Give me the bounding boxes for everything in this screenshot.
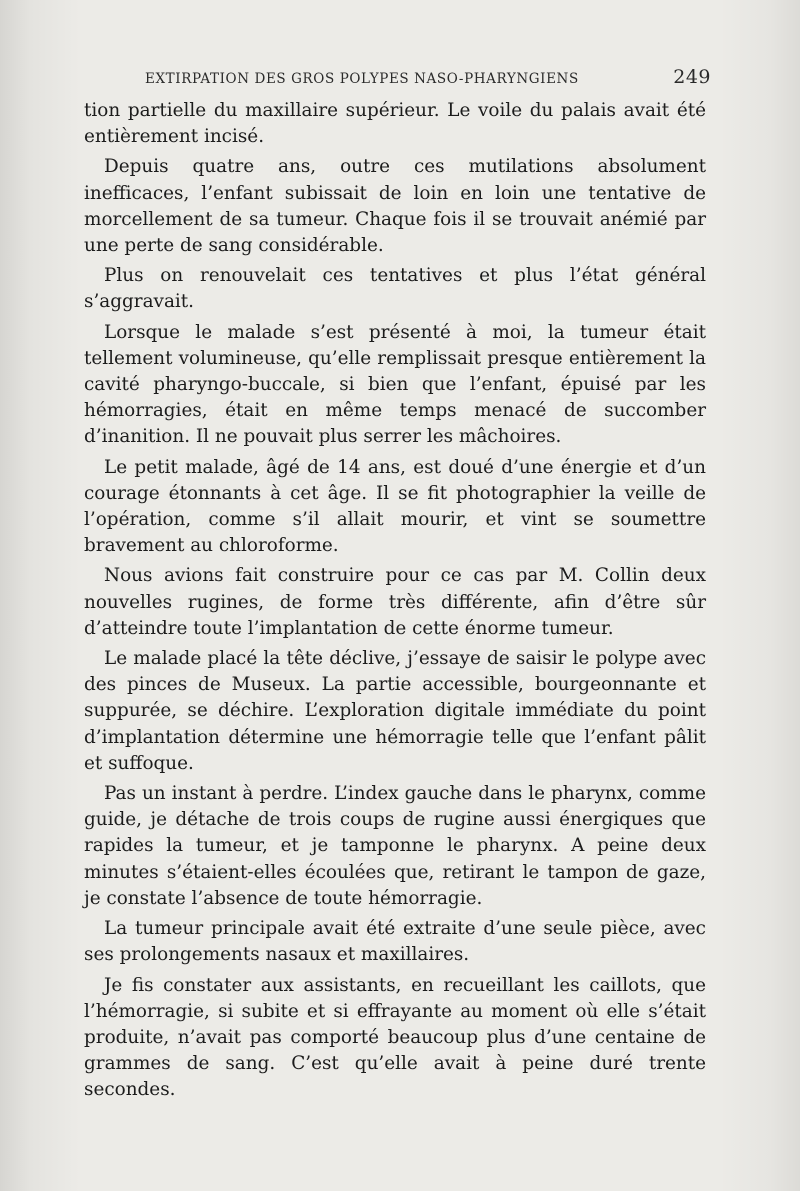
paragraph-8: Pas un instant à perdre. L’index gauche dans le pharynx, comme guide, je détache de trois coups de rugine aussi énergiques que rapides la tumeur, et je tamponne le pharynx. A peine deux minutes s’étaient-elles écoulées que, retirant le tampon de gaze, je constate l’absence de toute hémorragie. [84, 783, 706, 909]
paragraph-6: Nous avions fait construire pour ce cas par M. Collin deux nouvelles rugines, de forme très différente, afin d’être sûr d’atteindre toute l’implantation de cette énorme tumeur. [84, 565, 706, 639]
paragraph-4: Lorsque le malade s’est présenté à moi, la tumeur était tellement volumineuse, qu’elle remplissait presque entièrement la cavité pharyngo-buccale, si bien que l’enfant, épuisé par les hémorragies, était en même temps menacé de succomber d’inanition. Il ne pouvait plus serrer les mâchoires. [84, 321, 706, 448]
running-header [145, 66, 711, 88]
paragraph-2: Depuis quatre ans, outre ces mutilations absolument inefficaces, l’enfant subissait de loin en loin une tentative de morcellement de sa tumeur. Chaque fois il se trouvait anémié par une perte de sang considérable. [84, 156, 706, 257]
paragraph-7: Le malade placé la tête déclive, j’essaye de saisir le polype avec des pinces de Museux. La partie accessible, bourgeonnante et suppurée, se déchire. L’exploration digitale immédiate du point d’implantation détermine une hémorragie telle que l’enfant pâlit et suffoque. [84, 648, 706, 774]
paragraph-1: tion partielle du maxillaire supérieur. Le voile du palais avait été entièrement incisé. [84, 100, 706, 148]
page-number: 249 [673, 66, 711, 88]
paragraph-10: Je fis constater aux assistants, en recueillant les caillots, que l’hémorragie, si subite et si effrayante au moment où elle s’était produite, n’avait pas comporté beaucoup plus d’une centaine de grammes de sang. C’est qu’elle avait à peine duré trente secondes. [84, 974, 706, 1101]
running-title: EXTIRPATION DES GROS POLYPES NASO-PHARYNGIENS [145, 71, 579, 87]
paragraph-5: Le petit malade, âgé de 14 ans, est doué d’une énergie et d’un courage étonnants à cet âge. Il se fit photographier la veille de l’opération, comme s’il allait mourir, et vint se soumettre bravement au chloroforme. [84, 456, 706, 557]
paragraph-9: La tumeur principale avait été extraite d’une seule pièce, avec ses prolongements nasaux et maxillaires. [84, 918, 706, 966]
paragraph-3: Plus on renouvelait ces tentatives et plus l’état général s’aggravait. [84, 265, 706, 313]
body-text [84, 98, 706, 1108]
